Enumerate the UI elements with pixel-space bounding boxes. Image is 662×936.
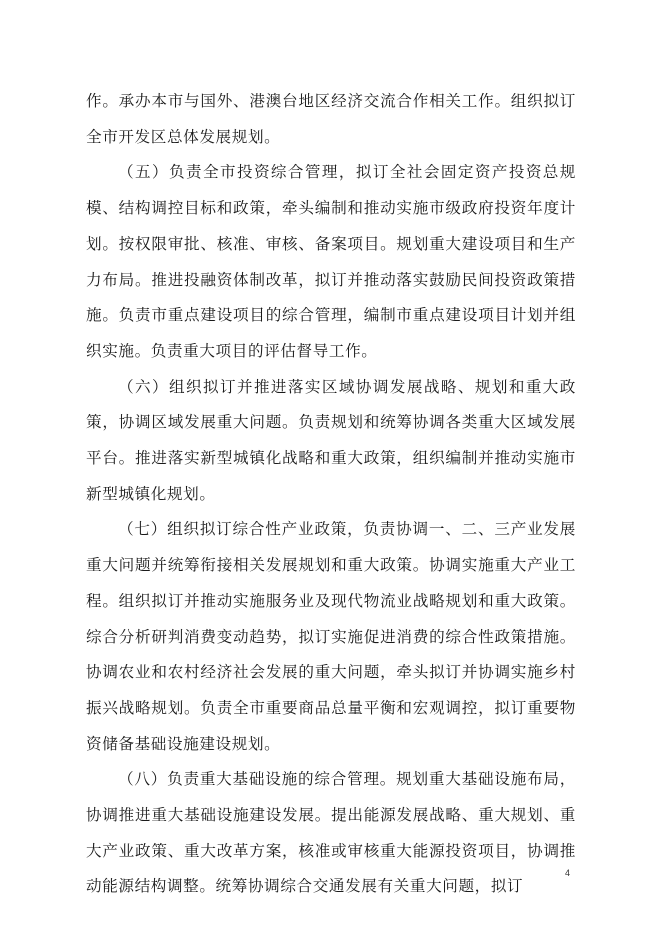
paragraph-item-7: （七）组织拟订综合性产业政策，负责协调一、二、三产业发展重大问题并统筹衔接相关发展规划和重大政策。协调实施重大产业工程。组织拟订并推动实施服务业及现代物流业战略规划和重大政策。综合分析研判消费变动趋势，拟订实施促进消费的综合性政策措施。协调农业和农村经济社会发展的重大问题，牵头拟订并协调实施乡村振兴战略规划。负责全市重要商品总量平衡和宏观调控，拟订重要物资储备基础设施建设规划。 (86, 520, 576, 753)
paragraph-continued: 作。承办本市与国外、港澳台地区经济交流合作相关工作。组织拟订全市开发区总体发展规划。 (86, 92, 576, 146)
paragraph-item-8: （八）负责重大基础设施的综合管理。规划重大基础设施布局，协调推进重大基础设施建设发展。提出能源发展战略、重大规划、重大产业政策、重大改革方案，核准或审核重大能源投资项目，协调推动能源结构调整。统筹协调综合交通发展有关重大问题，拟订 (86, 770, 576, 896)
document-body (86, 84, 576, 905)
page-number: 4 (565, 868, 571, 878)
paragraph-item-5: （五）负责全市投资综合管理，拟订全社会固定资产投资总规模、结构调控目标和政策，牵头编制和推动实施市级政府投资年度计划。按权限审批、核准、审核、备案项目。规划重大建设项目和生产力布局。推进投融资体制改革，拟订并推动落实鼓励民间投资政策措施。负责市重点建设项目的综合管理，编制市重点建设项目计划并组织实施。负责重大项目的评估督导工作。 (86, 163, 576, 360)
paragraph-item-6: （六）组织拟订并推进落实区域协调发展战略、规划和重大政策，协调区域发展重大问题。负责规划和统筹协调各类重大区域发展平台。推进落实新型城镇化战略和重大政策，组织编制并推动实施市新型城镇化规划。 (86, 377, 576, 503)
